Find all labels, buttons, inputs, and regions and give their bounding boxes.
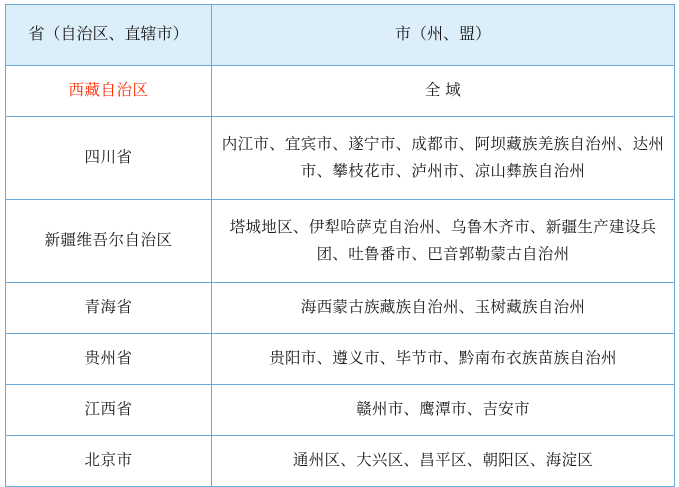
table-row bbox=[6, 117, 675, 200]
city-list: 全 域 bbox=[424, 82, 462, 100]
city-list: 赣州市、鹰潭市、吉安市 bbox=[356, 401, 530, 419]
table-row bbox=[6, 66, 675, 117]
table-row bbox=[6, 436, 675, 487]
column-header-city: 市（州、盟） bbox=[212, 5, 675, 66]
city-list: 通州区、大兴区、昌平区、朝阳区、海淀区 bbox=[292, 452, 594, 470]
province-name: 北京市 bbox=[84, 452, 133, 470]
table-row bbox=[6, 385, 675, 436]
cell-province bbox=[6, 385, 212, 436]
table-row bbox=[6, 283, 675, 334]
province-name: 新疆维吾尔自治区 bbox=[44, 232, 173, 250]
cell-city bbox=[212, 283, 675, 334]
city-list: 内江市、宜宾市、遂宁市、成都市、阿坝藏族羌族自治州、达州市、攀枝花市、泸州市、凉山彝族自治州 bbox=[221, 135, 665, 180]
province-name: 贵州省 bbox=[84, 350, 133, 368]
cell-city bbox=[212, 117, 675, 200]
cell-city bbox=[212, 66, 675, 117]
cell-city bbox=[212, 385, 675, 436]
table-row bbox=[6, 200, 675, 283]
cell-city bbox=[212, 334, 675, 385]
cell-city bbox=[212, 436, 675, 487]
cell-province bbox=[6, 283, 212, 334]
province-name: 西藏自治区 bbox=[68, 82, 149, 100]
province-name: 青海省 bbox=[84, 299, 133, 317]
city-list: 塔城地区、伊犁哈萨克自治州、乌鲁木齐市、新疆生产建设兵团、吐鲁番市、巴音郭勒蒙古自治州 bbox=[229, 218, 657, 263]
table-header-row bbox=[6, 5, 675, 66]
cell-province bbox=[6, 436, 212, 487]
region-table bbox=[5, 4, 675, 487]
column-header-province: 省（自治区、直辖市） bbox=[6, 5, 212, 66]
cell-province bbox=[6, 200, 212, 283]
cell-province bbox=[6, 117, 212, 200]
table-body bbox=[6, 66, 675, 487]
province-name: 江西省 bbox=[84, 401, 133, 419]
table-row bbox=[6, 334, 675, 385]
table-header bbox=[6, 5, 675, 66]
city-list: 海西蒙古族藏族自治州、玉树藏族自治州 bbox=[300, 299, 586, 317]
province-name: 四川省 bbox=[84, 149, 133, 167]
city-list: 贵阳市、遵义市、毕节市、黔南布衣族苗族自治州 bbox=[269, 350, 617, 368]
cell-city bbox=[212, 200, 675, 283]
cell-province bbox=[6, 334, 212, 385]
cell-province bbox=[6, 66, 212, 117]
